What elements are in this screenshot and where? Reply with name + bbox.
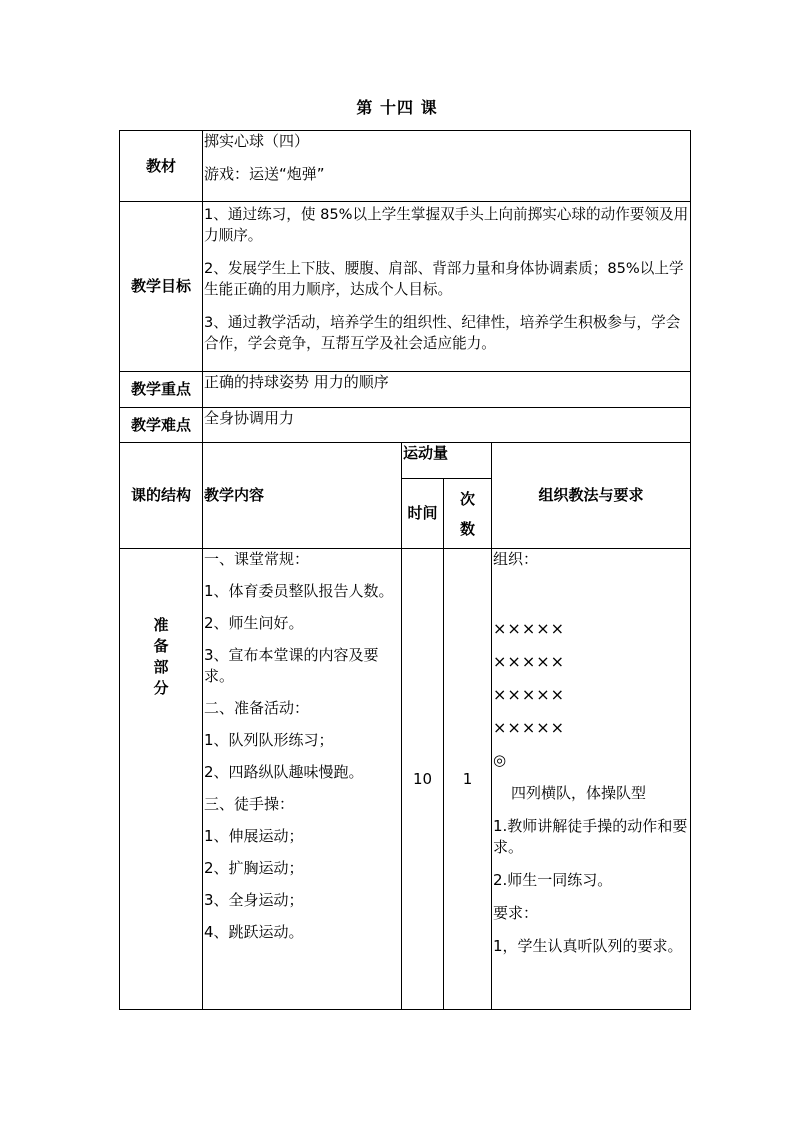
content-line: 2、四路纵队趣味慢跑。	[204, 763, 364, 781]
content-line: 1、伸展运动；	[204, 827, 304, 845]
content-line: 三、徒手操：	[204, 795, 295, 813]
reps-header-bottom: 数	[459, 519, 475, 538]
prep-reps: 1	[444, 549, 492, 1010]
material-content	[203, 131, 691, 202]
method-item: 2.师生一同练习。	[493, 871, 613, 889]
load-header: 运动量	[402, 443, 492, 479]
content-line: 2、师生问好。	[204, 614, 304, 632]
method-item: 1.教师讲解徒手操的动作和要求。	[493, 817, 688, 856]
difficulty-content: 全身协调用力	[203, 408, 691, 443]
prep-method	[492, 549, 691, 1010]
difficulty-label: 教学难点	[120, 408, 203, 443]
lesson-title: 第 十四 课	[356, 98, 438, 117]
content-line: 1、体育委员整队报告人数。	[204, 582, 394, 600]
formation-caption: 四列横队，体操队型	[511, 784, 647, 802]
content-line: 1、队列队形练习；	[204, 731, 334, 749]
prep-section-label	[120, 549, 203, 1010]
content-line: 3、宣布本堂课的内容及要求。	[204, 646, 379, 685]
content-line: 二、准备活动：	[204, 699, 310, 717]
material-line: 掷实心球（四）	[204, 132, 310, 150]
content-line: 2、扩胸运动；	[204, 859, 304, 877]
method-header: 组织教法与要求	[492, 443, 691, 549]
difficulty-row	[120, 408, 691, 443]
structure-header: 课的结构	[120, 443, 203, 549]
prep-char: 备	[153, 637, 169, 655]
reps-header	[444, 479, 492, 549]
prep-char: 分	[153, 679, 169, 697]
content-line: 3、全身运动；	[204, 891, 304, 909]
lesson-plan-table	[119, 130, 691, 1010]
key-points-row	[120, 372, 691, 408]
prep-char: 准	[153, 616, 169, 634]
content-line: 一、课堂常规：	[204, 550, 310, 568]
goals-row	[120, 202, 691, 372]
time-header: 时间	[402, 479, 444, 549]
prep-content	[203, 549, 402, 1010]
goal-item: 3、通过教学活动，培养学生的组织性、纪律性，培养学生积极参与，学会合作，学会竟争，互帮互学及社会适应能力。	[204, 314, 681, 352]
formation-row: ×××××	[493, 619, 566, 638]
method-item: 要求：	[493, 904, 539, 922]
goals-content	[203, 202, 691, 372]
goal-item: 1、通过练习，使 85%以上学生掌握双手头上向前掷实心球的动作要领及用力顺序。	[204, 206, 689, 244]
content-line: 4、跳跃运动。	[204, 923, 304, 941]
goals-label: 教学目标	[120, 202, 203, 372]
org-label: 组织：	[493, 550, 539, 568]
material-line: 游戏：运送“炮弹”	[204, 165, 325, 183]
goal-item: 2、发展学生上下肢、腰腹、肩部、背部力量和身体协调素质；85%以上学生能正确的用力顺序，达成个人目标。	[204, 260, 684, 298]
prep-char: 部	[153, 658, 169, 676]
teacher-position-icon: ◎	[493, 751, 507, 769]
reps-header-top: 次	[459, 489, 475, 508]
material-label: 教材	[120, 131, 203, 202]
key-points-label: 教学重点	[120, 372, 203, 408]
material-row	[120, 131, 691, 202]
formation-row: ×××××	[493, 685, 566, 704]
prep-section-row	[120, 549, 691, 1010]
formation-row: ×××××	[493, 718, 566, 737]
method-item: 1，学生认真听队列的要求。	[493, 937, 683, 955]
formation-row: ×××××	[493, 652, 566, 671]
key-points-content: 正确的持球姿势 用力的顺序	[203, 372, 691, 408]
prep-time: 10	[402, 549, 444, 1010]
content-header: 教学内容	[203, 443, 402, 549]
table-header-row	[120, 443, 691, 479]
